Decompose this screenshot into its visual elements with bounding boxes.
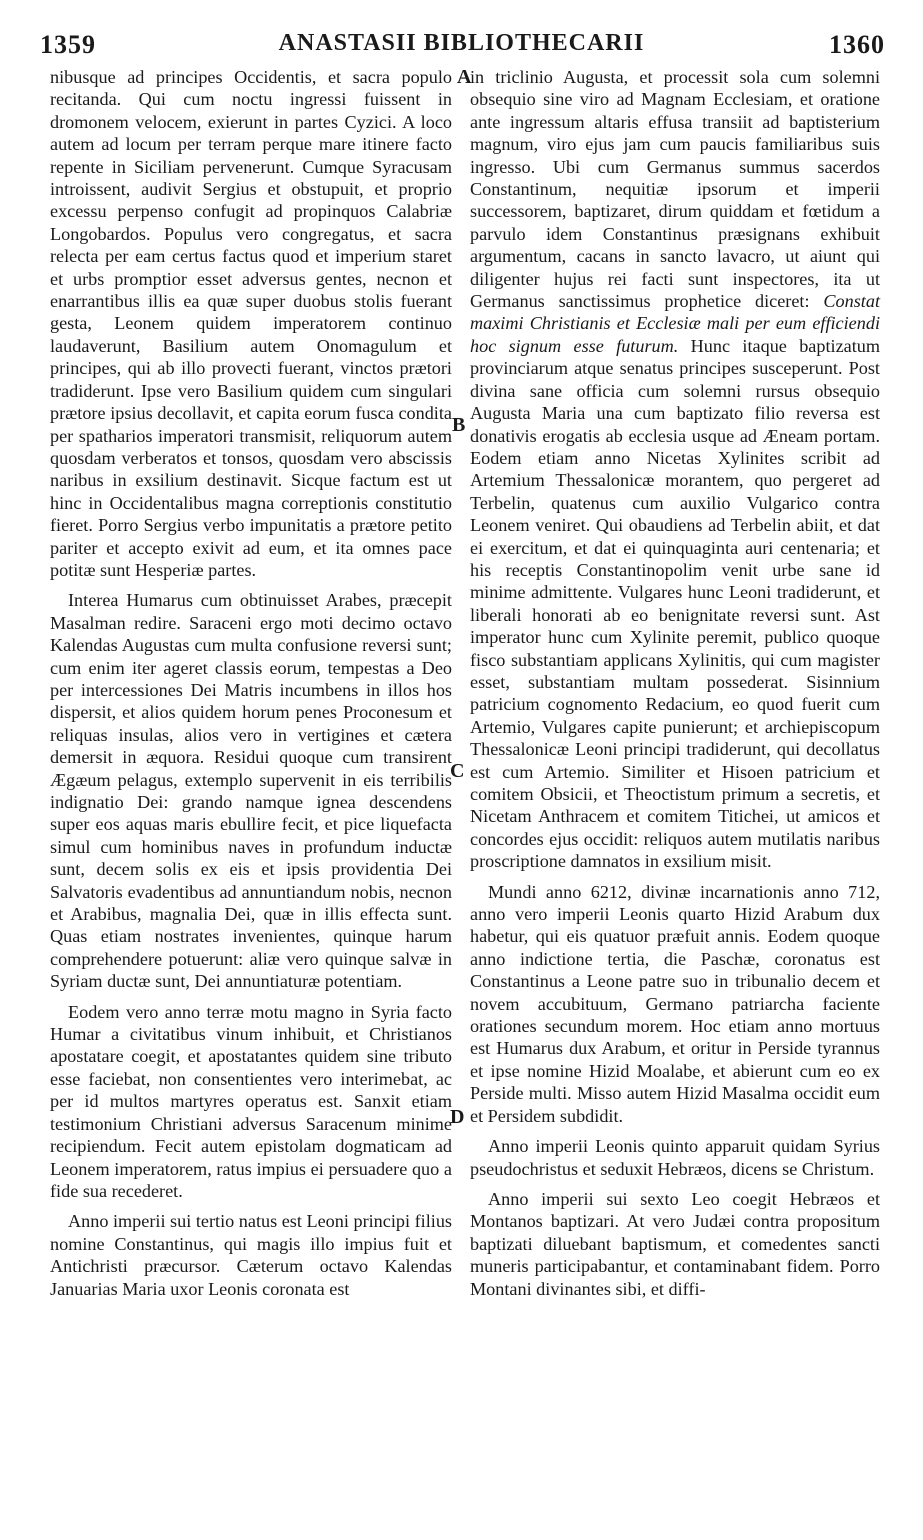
paragraph-text: in triclinio Augusta, et processit sola cum solemni obsequio sine viro ad Magnam Ecclesiam, et oratione ante ingressum altaris effusa transiit ad baptisterium magnum, viro ejus jam cum paucis familiaribus suis ingresso. Ubi cum Germanus summus sacerdos Constantinum, nequitiæ ipsorum et imperii successorem, baptizaret, dirum quiddam et fœtidum a parvulo idem Constantinus præsignans exhibuit argumentum, cacans in sancto lavacro, ut aiunt qui diligenter hujus rei facti sunt inspectores, ita ut Germanus sanctissimus prophetice diceret: xyxy=(470,67,880,312)
page-number-right: 1360 xyxy=(829,30,885,59)
margin-letter-c: C xyxy=(450,760,465,782)
right-column xyxy=(470,66,880,1300)
paragraph: Anno imperii sui tertio natus est Leoni principi filius nomine Constantinus, qui magis illo impius fuit et Antichristi præcursor. Cæterum octavo Kalendas Januarias Maria uxor Leonis coronata est xyxy=(50,1211,452,1299)
paragraph: Mundi anno 6212, divinæ incarnationis anno 712, anno vero imperii Leonis quarto Hizid Arabum dux habetur, qui eis quatuor præfuit annis. Eodem quoque anno indictione tertia, die Paschæ, coronatus est Constantinus a Leone patre suo in tribunalio decem et novem accubituum, Germano patriarcha faciente orationes secundum morem. Hoc etiam anno mortuus est Humarus dux Arabum, et oritur in Perside tyrannus et ipse nomine Hizid Moalabe, et abierunt cum eo ex Perside multi. Misso autem Hizid Masalma occidit eum et Persidem subdidit. xyxy=(470,881,880,1126)
paragraph: Anno imperii sui sexto Leo coegit Hebræos et Montanos baptizari. At vero Judæi contra propositum baptizati diluebant baptismum, et comedentes sancti muneris participabantur, et contaminabant fidem. Porro Montani divinantes sibi, et diffi- xyxy=(470,1188,880,1299)
paragraph xyxy=(470,66,880,873)
margin-letter-d: D xyxy=(450,1106,465,1128)
paragraph: nibusque ad principes Occidentis, et sacra populo recitanda. Qui cum noctu ingressi fuissent in dromonem velocem, exierunt in partes Cyzici. A loco autem ad locum per terram perque mare itinere facto repente in Siciliam pervenerunt. Cumque Syracusam introissent, audivit Sergius et obstupuit, et proprio excessu perpenso confugit ad propinquos Calabriæ Longobardos. Populus vero congregatus, et sacra relecta per eam certus factus quod et imperium staret et urbs promptior esset adversus gentes, necnon et enarrantibus illis ea quæ super duobus stolis fuerant gesta, Leonem quidem imperatorem continuo laudaverunt, Basilium autem Onomagulum et principes, qui ab illo provecti fuerant, vinctos prætori tradiderunt. Ipse vero Basilium quidem cum singulari prætore ipsius decollavit, et capita eorum fusca condita per spatharios imperatori transmisit, reliquorum autem quosdam verberatos et tonsos, quosdam vero abscissis naribus in exsilium destinavit. Sicque factum est ut hinc in Occidentalibus magna correptionis constitutio fieret. Porro Sergius verbo impunitatis a prætore petito pariter et accepto exivit ad eum, et ita omnes pace potitæ sunt Hesperiæ partes. xyxy=(50,67,452,580)
margin-letter-b: B xyxy=(452,414,466,436)
page-number-left: 1359 xyxy=(40,30,96,59)
running-header xyxy=(0,30,923,70)
prophecy-quote: Constat maximi Christianis et Ecclesiæ mali per eum efficiendi hoc signum esse futurum. xyxy=(470,291,881,356)
margin-letter-a: A xyxy=(457,66,472,88)
paragraph: Anno imperii Leonis quinto apparuit quidam Syrius pseudochristus et seduxit Hebræos, dicens se Christum. xyxy=(470,1136,880,1179)
paragraph: Interea Humarus cum obtinuisset Arabes, præcepit Masalman redire. Saraceni ergo moti decimo octavo Kalendas Augustas cum multa confusione reversi sunt; cum enim iter ageret classis eorum, tempestas a Deo per intercessiones Dei Matris incumbens in illos hos dispersit, et alios quidem horum penes Proconesum et reliquas insulas, alios vero in vertigines et cætera demersit in æquora. Residui quoque cum transirent Ægæum pelagus, extemplo supervenit in eis terribilis indignatio Dei: grando namque ignea descendens super eos aquas maris ebullire fecit, et pice liquefacta simul cum hominibus naves in profundum inductæ sunt, decem solis ex eis et ipsis providentia Dei Salvatoris evadentibus ad annuntiandum nobis, necnon et Arabibus, magnalia Dei, quæ in illis effecta sunt. Quas etiam nostrates invenientes, quinque harum comprehendere potuerunt: aliæ vero quinque salvæ in Syriam ductæ sunt, Dei annuntiaturæ potentiam. xyxy=(50,590,452,992)
paragraph: Eodem vero anno terræ motu magno in Syria facto Humar a civitatibus vinum inhibuit, et Christianos apostatare coegit, et apostatantes quidem sine tributo esse faciebat, non consentientes vero interimebat, ac per id multos martyres operatus est. Sanxit etiam testimonium Christiani adversus Saracenum minime recipiendum. Fecit autem epistolam dogmaticam ad Leonem imperatorem, ratus impius ei persuadere quo a fide sua recederet. xyxy=(50,1001,452,1201)
left-column xyxy=(50,66,452,1300)
running-title: ANASTASII BIBLIOTHECARII xyxy=(278,30,645,56)
paragraph-text: Hunc itaque baptizatum provinciarum atque senatus principes susceperunt. Post divina sane officia cum solemni rursus obsequio Augusta Maria una cum baptizato filio reversa est donativis erogatis ab ecclesia usque ad Æneam portam. Eodem etiam anno Nicetas Xylinites scribit ad Artemium Thessalonicæ morantem, quo pergeret ad Terbelin, quatenus cum auxilio Vulgarico contra Leonem veniret. Qui obaudiens ad Terbelin abiit, et dat ei exercitum, et dat ei quinquaginta auri centenaria; et his receptis Constantinopolim venit urbe sane id minime admittente. Vulgares hunc Leoni tradiderunt, et liberali honorati ab eo benignitate reversi sunt. Ast imperator hunc cum Xylinite peremit, publico quoque fisco substantiam applicans Xylinitis, qui cum magister esset, substantiam multam possederat. Sisinnium patricium cognomento Redacium, eo quod fuerit cum Artemio, Vulgares capite punierunt; et archiepiscopum Thessalonicæ Leoni principi tradiderunt, qui decollatus est cum Artemio. Similiter et Hisoen patricium et comitem Obsicii, et Theoctistum primum a secretis, et Nicetam Anthracem et comitem Titichei, ut amicos et concordes ejus occidit: reliquos autem mutilatis naribus proscriptione damnatos in exsilium misit. xyxy=(470,335,881,872)
